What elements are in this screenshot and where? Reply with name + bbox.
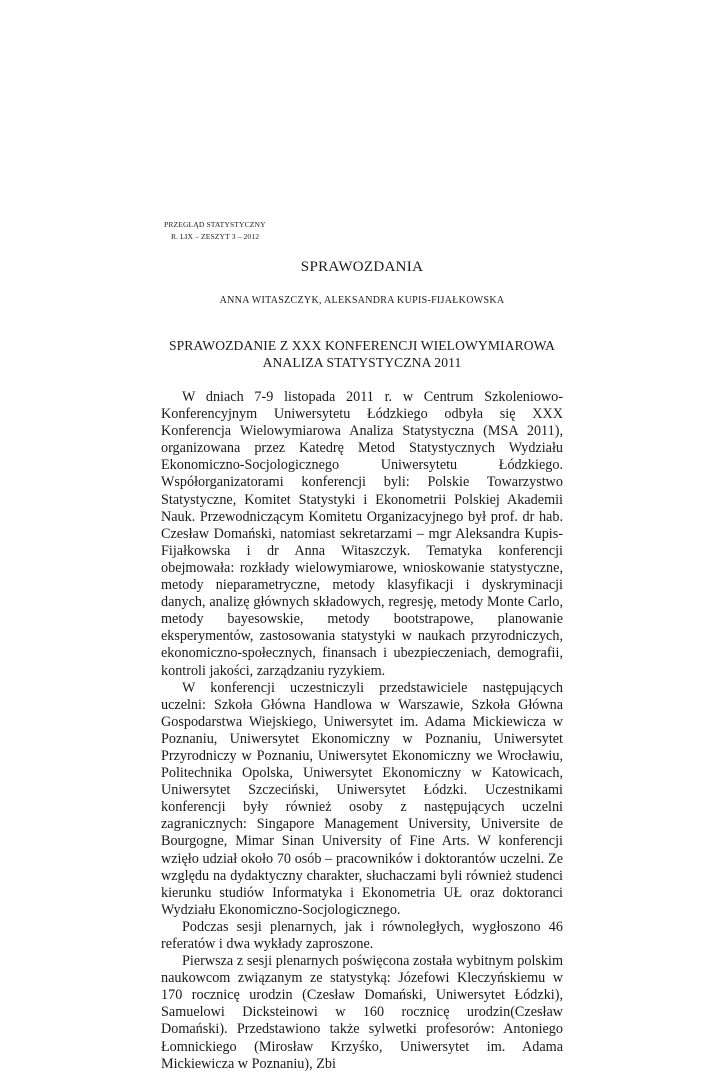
journal-header [164, 219, 266, 243]
journal-issue: R. LIX – ZESZYT 3 – 2012 [171, 232, 260, 241]
paragraph: W dniach 7-9 listopada 2011 r. w Centrum Szkoleniowo-Konferencyjnym Uniwersytetu Łódzkiego odbyła się XXX Konferencja Wielowymiarowa Analiza Statystyczna (MSA 2011), organizowana przez Katedrę Metod Statystycznych Wydziału Ekonomiczno-Socjologicznego Uniwersytetu Łódzkiego. Współorganizatorami konferencji byli: Polskie Towarzystwo Statystyczne, Komitet Statystyki i Ekonometrii Polskiej Akademii Nauk. Przewodniczącym Komitetu Organizacyjnego był prof. dr hab. Czesław Domański, natomiast sekretarzami – mgr Aleksandra Kupis-Fijałkowska i dr Anna Witaszczyk. Tematyka konferencji obejmowała: rozkłady wielowymiarowe, wnioskowanie statystyczne, metody nieparametryczne, metody klasyfikacji i dyskryminacji danych, analizę głównych składowych, regresję, metody Monte Carlo, metody bayesowskie, metody bootstrapowe, planowanie eksperymentów, zastosowania statystyki w naukach przyrodniczych, ekonomiczno-społecznych, finansach i ubezpieczeniach, demografii, kontroli jakości, zarządzaniu ryzykiem. [161, 389, 563, 679]
paragraph: Podczas sesji plenarnych, jak i równoległych, wygłoszono 46 referatów i dwa wykłady zaproszone. [161, 918, 563, 952]
section-title: SPRAWOZDANIA [300, 259, 424, 275]
article-title: SPRAWOZDANIE Z XXX KONFERENCJI WIELOWYMIAROWA ANALIZA STATYSTYCZNA 2011 [168, 338, 556, 370]
authors: ANNA WITASZCZYK, ALEKSANDRA KUPIS-FIJAŁKOWSKA [219, 295, 505, 306]
paragraph: W konferencji uczestniczyli przedstawiciele następujących uczelni: Szkoła Główna Handlowa w Warszawie, Szkoła Główna Gospodarstwa Wiejskiego, Uniwersytet im. Adama Mickiewicza w Poznaniu, Uniwersytet Ekonomiczny w Poznaniu, Uniwersytet Przyrodniczy w Poznaniu, Uniwersytet Ekonomiczny we Wrocławiu, Politechnika Opolska, Uniwersytet Ekonomiczny w Katowicach, Uniwersytet Szczeciński, Uniwersytet Łódzki. Uczestnikami konferencji były również osoby z następujących uczelni zagranicznych: Singapore Management University, Universite de Bourgogne, Mimar Sinan University of Fine Arts. W konferencji wzięło udział około 70 osób – pracowników i doktorantów uczelni. Ze względu na dydaktyczny charakter, słuchaczami byli również studenci kierunku studiów Informatyka i Ekonometria UŁ oraz doktoranci Wydziału Ekonomiczno-Socjologicznego. [161, 679, 563, 918]
journal-name: PRZEGLĄD STATYSTYCZNY [164, 220, 266, 229]
article-body [161, 389, 563, 1073]
paragraph: Pierwsza z sesji plenarnych poświęcona została wybitnym polskim naukowcom związanym ze statystyką: Józefowi Kleczyńskiemu w 170 rocznicę urodzin (Czesław Domański, Uniwersytet Łódzki), Samuelowi Dicksteinowi w 160 rocznicę urodzin(Czesław Domański). Przedstawiono także sylwetki profesorów: Antoniego Łomnickiego (Mirosław Krzyśko, Uniwersytet im. Adama Mickiewicza w Poznaniu), Zbi [161, 953, 563, 1072]
